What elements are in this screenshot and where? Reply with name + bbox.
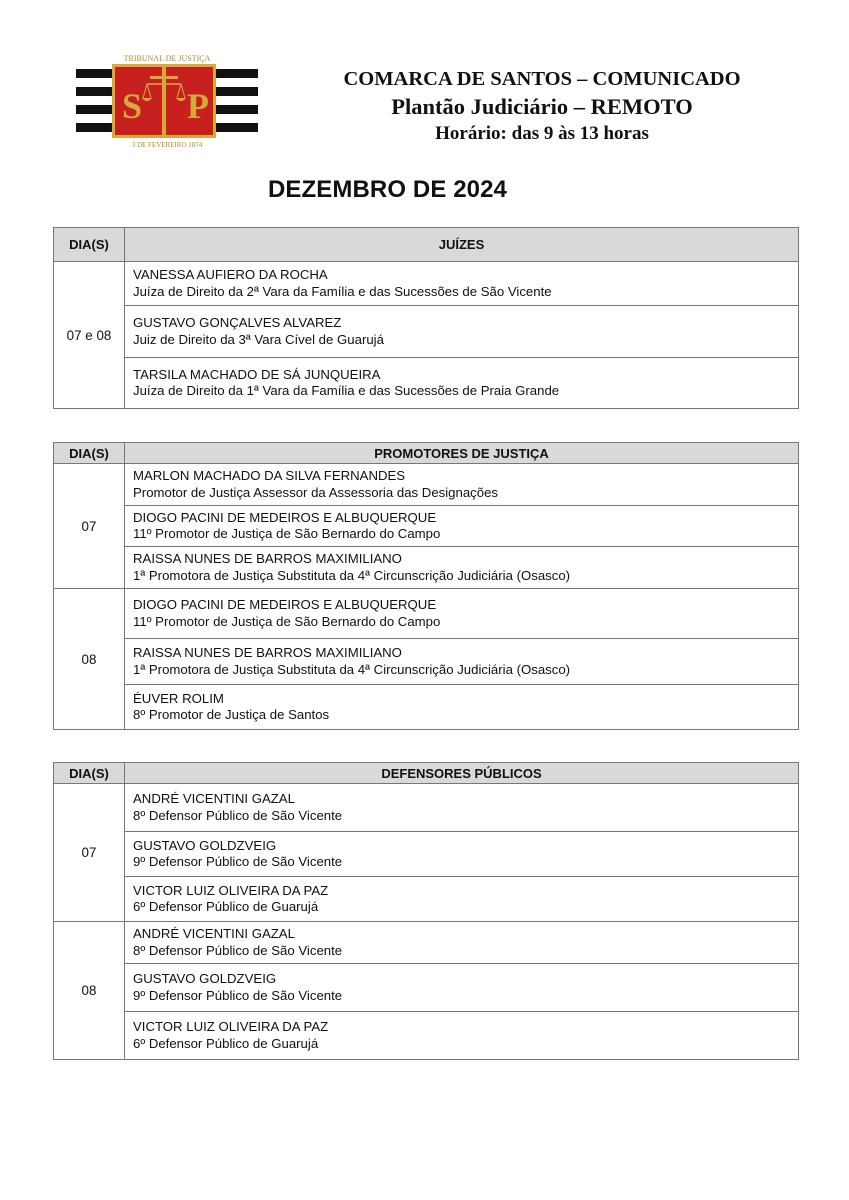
defenders-table <box>53 762 799 1060</box>
col-header-day: DIA(S) <box>54 763 125 784</box>
person-role: 11º Promotor de Justiça de São Bernardo do Campo <box>133 526 441 541</box>
person-cell <box>125 464 799 506</box>
person-cell <box>125 964 799 1012</box>
person-role: 8º Defensor Público de São Vicente <box>133 942 343 958</box>
person-name: ÉUVER ROLIM <box>133 690 224 706</box>
table-row <box>54 832 799 877</box>
person-cell <box>125 784 799 832</box>
person-name: GUSTAVO GOLDZVEIG <box>133 837 277 853</box>
col-header-people: PROMOTORES DE JUSTIÇA <box>125 443 799 464</box>
col-header-people: DEFENSORES PÚBLICOS <box>125 763 799 784</box>
table-row <box>54 922 799 964</box>
person-role: 6º Defensor Público de Guarujá <box>133 1035 319 1051</box>
person-cell <box>125 589 799 639</box>
person-role: 1ª Promotora de Justiça Substituta da 4ª Circunscrição Judiciária (Osasco) <box>133 567 571 583</box>
logo-letter-p: P <box>187 86 209 126</box>
table-header-row <box>54 228 799 262</box>
person-name: TARSILA MACHADO DE SÁ JUNQUEIRA <box>133 366 381 382</box>
judges-table <box>53 227 799 409</box>
person-name: ANDRÉ VICENTINI GAZAL <box>133 791 295 806</box>
person-name: VICTOR LUIZ OLIVEIRA DA PAZ <box>133 882 329 898</box>
person-role: Juíza de Direito da 2ª Vara da Família e das Sucessões de São Vicente <box>133 283 552 299</box>
person-role: Juiz de Direito da 3ª Vara Cível de Guarujá <box>133 331 384 347</box>
person-cell <box>125 262 799 306</box>
person-cell <box>125 639 799 685</box>
header-comarca: COMARCA DE SANTOS – COMUNICADO <box>343 68 741 90</box>
table-row <box>54 685 799 730</box>
col-header-day: DIA(S) <box>54 228 125 262</box>
table-header-row <box>54 763 799 784</box>
person-role: Promotor de Justiça Assessor da Assessoria das Designações <box>133 484 499 500</box>
table-row <box>54 306 799 358</box>
person-name: RAISSA NUNES DE BARROS MAXIMILIANO <box>133 645 402 660</box>
table-row <box>54 547 799 589</box>
person-name: GUSTAVO GONÇALVES ALVAREZ <box>133 315 342 330</box>
table-row <box>54 877 799 922</box>
header-horario: Horário: das 9 às 13 horas <box>435 123 649 144</box>
logo-letter-s: S <box>121 86 143 126</box>
person-cell <box>125 506 799 547</box>
day-cell: 08 <box>54 922 125 1060</box>
day-cell: 07 <box>54 784 125 922</box>
table-header-row <box>54 443 799 464</box>
table-row <box>54 262 799 306</box>
table-row <box>54 506 799 547</box>
person-cell <box>125 922 799 964</box>
person-name: MARLON MACHADO DA SILVA FERNANDES <box>133 468 406 483</box>
table-row <box>54 464 799 506</box>
logo-bottom-text: 3 DE FEVEREIRO 1874 <box>131 141 203 149</box>
person-name: VANESSA AUFIERO DA ROCHA <box>133 267 328 282</box>
person-cell <box>125 306 799 358</box>
person-cell <box>125 685 799 730</box>
table-row <box>54 639 799 685</box>
table-row <box>54 358 799 409</box>
col-header-day: DIA(S) <box>54 443 125 464</box>
person-name: DIOGO PACINI DE MEDEIROS E ALBUQUERQUE <box>133 597 437 612</box>
header-plantao: Plantão Judiciário – REMOTO <box>391 94 693 119</box>
person-role: Juíza de Direito da 1ª Vara da Família e das Sucessões de Praia Grande <box>133 383 560 398</box>
logo-top-text: TRIBUNAL DE JUSTIÇA <box>123 54 211 63</box>
person-role: 6º Defensor Público de Guarujá <box>133 899 319 914</box>
person-role: 11º Promotor de Justiça de São Bernardo do Campo <box>133 613 441 629</box>
person-cell <box>125 1012 799 1060</box>
person-name: VICTOR LUIZ OLIVEIRA DA PAZ <box>133 1019 329 1034</box>
person-role: 1ª Promotora de Justiça Substituta da 4ª Circunscrição Judiciária (Osasco) <box>133 661 571 677</box>
table-row <box>54 964 799 1012</box>
day-cell: 07 e 08 <box>54 262 125 409</box>
person-cell <box>125 877 799 922</box>
day-cell: 07 <box>54 464 125 589</box>
tjsp-coat-of-arms <box>76 52 258 150</box>
table-row <box>54 784 799 832</box>
table-row <box>54 1012 799 1060</box>
person-role: 9º Defensor Público de São Vicente <box>133 987 343 1003</box>
document-header <box>300 66 784 147</box>
person-cell <box>125 547 799 589</box>
month-title: DEZEMBRO DE 2024 <box>268 176 507 203</box>
person-name: DIOGO PACINI DE MEDEIROS E ALBUQUERQUE <box>133 509 437 525</box>
tjsp-logo <box>76 52 258 150</box>
prosecutors-table <box>53 442 799 730</box>
person-cell <box>125 832 799 877</box>
person-cell <box>125 358 799 409</box>
col-header-people: JUÍZES <box>125 228 799 262</box>
person-role: 9º Defensor Público de São Vicente <box>133 854 343 869</box>
day-cell: 08 <box>54 589 125 730</box>
person-role: 8º Promotor de Justiça de Santos <box>133 707 330 722</box>
person-name: GUSTAVO GOLDZVEIG <box>133 971 277 986</box>
person-name: ANDRÉ VICENTINI GAZAL <box>133 926 295 941</box>
person-name: RAISSA NUNES DE BARROS MAXIMILIANO <box>133 551 402 566</box>
person-role: 8º Defensor Público de São Vicente <box>133 807 343 823</box>
table-row <box>54 589 799 639</box>
